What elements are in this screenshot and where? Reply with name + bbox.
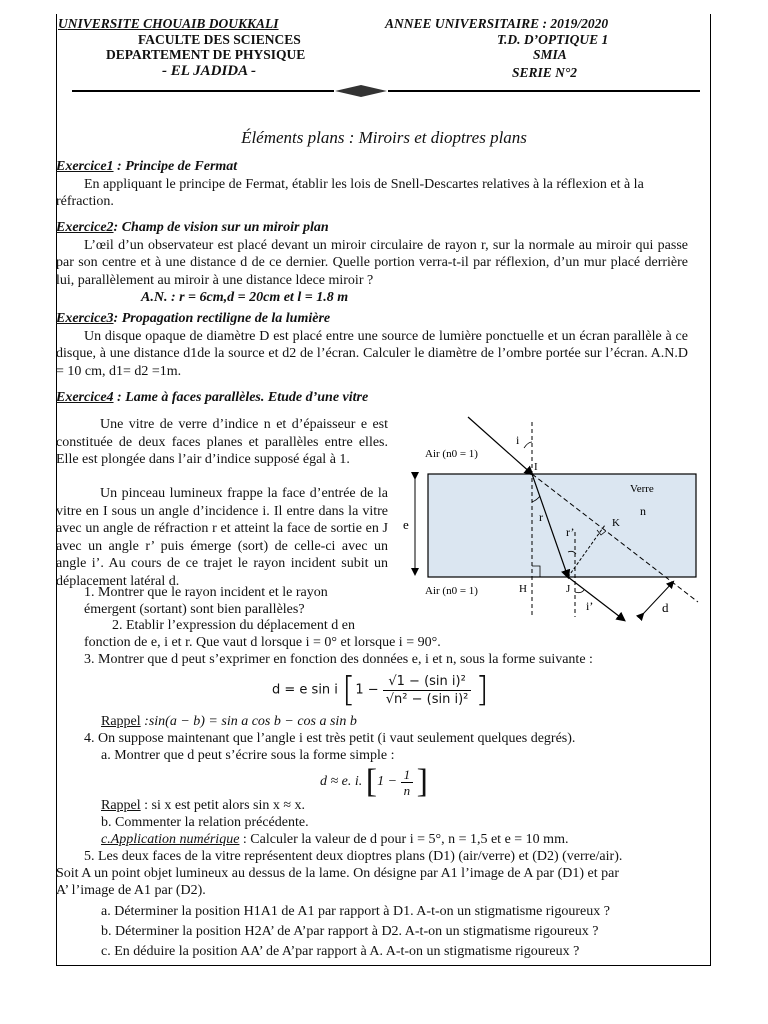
angle-arc-i-prime [575,590,584,593]
formula-2-open-bracket: [ [365,763,378,800]
label-verre: Verre [630,483,654,495]
exercise-4-header [56,389,688,407]
incident-ray [468,417,532,474]
exercise-3 [56,310,688,380]
question-4a: a. Montrer que d peut s’écrire sous la forme simple : [101,748,395,763]
formula-1: d = e sin i [1 − $\frac{\text{√1 − (sin i)²}}{\text{√n² − (sin i)²}}$ ] [272,670,489,710]
angle-arc-i [524,442,532,448]
exercise-4-paragraph-2: Un pinceau lumineux frappe la face d’entrée de la vitre en I sous un angle d’incidence i. Il entre dans la vitre avec un angle de réfraction r et atteint la face de sortie en J avec un angle r’ puis émerge (sort) de celle-ci avec un angle i’. Au cours de ce trajet le rayon incident subit un déplacement latéral d. [56,486,388,589]
label-i: i [516,433,520,447]
exercise-2-label: Exercice2 [56,220,114,235]
label-r-prime: r’ [566,525,575,539]
question-5c: c. En déduire la position AA’ de A’par rapport à A. A-t-on un stigmatisme rigoureux ? [101,944,580,959]
formula-1-lhs: d = e sin i [272,682,338,698]
rappel-1-label: Rappel [101,714,141,729]
label-air-top: Air (n0 = 1) [425,448,478,460]
formula-1-numerator: √1 − (sin i)² [383,673,472,691]
label-K: K [612,517,620,529]
question-5-line-3: A’ l’image de A1 par (D2). [56,883,206,898]
question-4c-text: : Calculer la valeur de d pour i = 5°, n = 1,5 et e = 10 mm. [239,832,569,847]
label-J: J [566,583,571,595]
exercise-3-body: Un disque opaque de diamètre D est placé entre une source de lumière ponctuelle et un écran parallèle à ce disque, à une distance d1de la source et d2 de l’écran. Calculer le diamètre de l’ombre portée sur l’écran. A.N.D = 10 cm, d1= d2 =1m. [56,328,688,379]
exercise-4-heading: : Lame à faces parallèles. Etude d’une vitre [113,390,369,405]
question-4: 4. On suppose maintenant que l’angle i est très petit (i vaut seulement quelques degrés). [84,731,576,746]
formula-2-close-bracket: ] [416,763,428,800]
label-d: d [662,600,669,615]
displacement-arrow [643,582,673,614]
header-course: T.D. D’OPTIQUE 1 [497,32,609,47]
header-year: ANNEE UNIVERSITAIRE : 2019/2020 [385,16,609,31]
question-2-line-2: fonction de e, i et r. Que vaut d lorsque i = 0° et lorsque i = 90°. [84,635,441,650]
rappel-2-text: : si x est petit alors sin x ≈ x. [140,798,306,813]
question-2-line-1: 2. Etablir l’expression du déplacement d en [112,618,355,633]
header-city: - EL JADIDA - [162,63,257,79]
rappel-1 [101,713,357,730]
question-5a: a. Déterminer la position H1A1 de A1 par rapport à D1. A-t-on un stigmatisme rigoureux ? [101,904,610,919]
question-5-line-2: Soit A un point objet lumineux au dessus de la lame. On désigne par A1 l’image de A par (D1) et par [56,866,620,881]
formula-2-lhs: d ≈ e. i. [320,774,363,790]
formula-1-close-bracket: ] [475,670,489,710]
label-e: e [403,517,409,532]
label-i-prime: i’ [586,599,594,613]
exercise-2-an: A.N. : r = 6cm,d = 20cm et l = 1.8 m [141,290,349,305]
exercise-3-label: Exercice3 [56,311,114,326]
question-3: 3. Montrer que d peut s’exprimer en fonction des données e, i et n, sous la forme suivante : [84,652,593,667]
exercise-4-paragraph-1: Une vitre de verre d’indice n et d’épaisseur e est constituée de deux faces planes et parallèles entre elles. Elle est plongée dans l’air d’indice supposé égal à 1. [56,417,388,467]
header-faculty: FACULTE DES SCIENCES [138,32,301,47]
header-rule-right [388,90,700,92]
header-university: UNIVERSITE CHOUAIB DOUKKALI [58,16,279,31]
header-department: DEPARTEMENT DE PHYSIQUE [106,47,306,62]
question-4c [101,831,568,848]
question-4b: b. Commenter la relation précédente. [101,815,309,830]
exercise-4-label: Exercice4 [56,390,114,405]
formula-1-open-bracket: [ [342,670,356,710]
exercise-2 [56,219,688,307]
exercise-1 [56,158,688,211]
question-5-line-1: 5. Les deux faces de la vitre représentent deux dioptres plans (D1) (air/verre) et (D2) (verre/air). [84,849,623,864]
header-rule-left [72,90,334,92]
emergent-ray [568,577,624,620]
exercise-1-label: Exercice1 [56,159,114,174]
label-I: I [534,461,538,473]
header-program: SMIA [533,47,567,62]
header-series: SERIE N°2 [512,65,578,80]
rappel-2 [101,797,305,814]
label-r: r [539,510,543,524]
exercise-3-heading: : Propagation rectiligne de la lumière [113,311,331,326]
formula-2: d ≈ e. i. [1 − $\frac{1}{n}$ ] [320,763,428,800]
rappel-1-text: :sin(a − b) = sin a cos b − cos a sin b [140,714,357,729]
rappel-2-label: Rappel [101,798,141,813]
question-4c-label: c.Application numérique [101,832,240,847]
question-1-line-2: émergent (sortant) sont bien parallèles? [84,602,305,617]
question-5b: b. Déterminer la position H2A’ de A’par rapport à D2. A-t-on un stigmatisme rigoureux ? [101,924,599,939]
exercise-1-body: En appliquant le principe de Fermat, établir les lois de Snell-Descartes relatives à la réflexion et à la réfraction. [56,176,644,209]
exercise-2-heading: : Champ de vision sur un miroir plan [113,220,329,235]
label-air-bottom: Air (n0 = 1) [425,585,478,597]
exercise-1-heading: : Principe de Fermat [113,159,238,174]
formula-1-denominator: √n² − (sin i)² [385,691,469,707]
label-H: H [519,583,527,595]
label-n: n [640,504,646,518]
question-1-line-1: 1. Montrer que le rayon incident et le rayon [84,585,328,600]
glass-slab-diagram [398,412,708,622]
exercise-2-body: L’œil d’un observateur est placé devant un miroir circulaire de rayon r, sur la normale au miroir qui passe par son centre et à une distance d de ce dernier. Quelle portion verra-t-il par réflexion, d’un mur placé derrière lui, parallèlement au miroir à une distance ldece miroir ? [56,237,688,288]
page-title: Éléments plans : Miroirs et dioptres plans [241,128,527,147]
